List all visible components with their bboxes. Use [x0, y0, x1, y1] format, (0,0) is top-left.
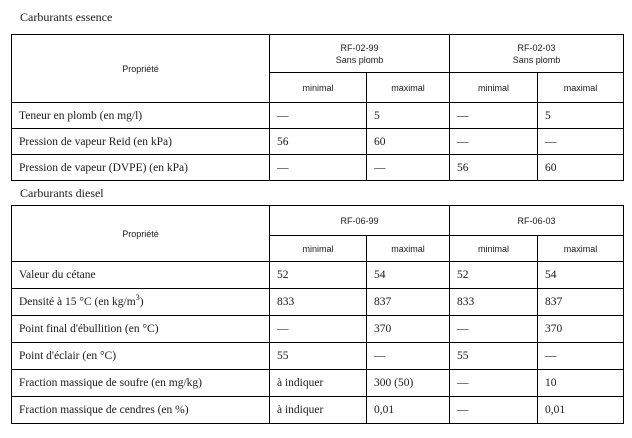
cell-value: 52: [450, 262, 538, 289]
diesel-table: [11, 205, 624, 424]
cell-value: 837: [367, 289, 450, 316]
row-label: Valeur du cétane: [12, 262, 270, 289]
cell-value: 56: [270, 129, 367, 155]
cell-value: —: [270, 103, 367, 129]
cell-value: 5: [538, 103, 624, 129]
diesel-max-header-1: maximal: [367, 236, 450, 262]
diesel-section-title: Carburants diesel: [20, 186, 104, 200]
cell-value: 370: [367, 316, 450, 343]
cell-value: 10: [538, 370, 624, 397]
cell-value: —: [538, 343, 624, 370]
cell-value: 833: [450, 289, 538, 316]
cell-value: 837: [538, 289, 624, 316]
cell-value: à indiquer: [270, 397, 367, 424]
row-label: Pression de vapeur (DVPE) (en kPa): [12, 155, 270, 181]
cell-value: 54: [538, 262, 624, 289]
cell-value: 0,01: [367, 397, 450, 424]
cell-value: —: [270, 155, 367, 181]
table-row: [12, 129, 624, 155]
cell-value: —: [450, 397, 538, 424]
petrol-section-title: Carburants essence: [20, 10, 113, 24]
cell-value: —: [367, 155, 450, 181]
cell-value: 60: [538, 155, 624, 181]
petrol-header-row: [12, 35, 624, 73]
table-row: [12, 316, 624, 343]
cell-value: 0,01: [538, 397, 624, 424]
cell-value: 833: [270, 289, 367, 316]
diesel-property-header: Propriété: [12, 206, 270, 262]
cell-value: à indiquer: [270, 370, 367, 397]
cell-value: 54: [367, 262, 450, 289]
petrol-max-header-2: maximal: [538, 73, 624, 103]
cell-value: —: [450, 129, 538, 155]
table-row: [12, 370, 624, 397]
petrol-table: [11, 34, 624, 181]
cell-value: —: [538, 129, 624, 155]
row-label: Point d'éclair (en °C): [12, 343, 270, 370]
row-label: Pression de vapeur Reid (en kPa): [12, 129, 270, 155]
diesel-group-header-2: RF-06-03: [450, 206, 624, 236]
row-label: Fraction massique de soufre (en mg/kg): [12, 370, 270, 397]
cell-value: —: [270, 316, 367, 343]
row-label-text: Densité à 15 °C (en kg/m: [19, 296, 136, 308]
table-row: [12, 289, 624, 316]
row-label: Teneur en plomb (en mg/l): [12, 103, 270, 129]
table-row: [12, 155, 624, 181]
petrol-group-code-2: RF-02-03: [517, 42, 556, 53]
cell-value: —: [450, 103, 538, 129]
diesel-min-header-2: minimal: [450, 236, 538, 262]
cell-value: 52: [270, 262, 367, 289]
cell-value: 60: [367, 129, 450, 155]
petrol-min-header-2: minimal: [450, 73, 538, 103]
table-row: [12, 103, 624, 129]
row-label: Point final d'ébullition (en °C): [12, 316, 270, 343]
cell-value: 370: [538, 316, 624, 343]
table-row: [12, 343, 624, 370]
petrol-group-header-1: [270, 35, 450, 73]
petrol-group-code-1: RF-02-99: [340, 42, 379, 53]
petrol-group-header-2: [450, 35, 624, 73]
cell-value: —: [450, 370, 538, 397]
cell-value: 56: [450, 155, 538, 181]
table-row: [12, 262, 624, 289]
petrol-group-note-2: Sans plomb: [512, 54, 561, 65]
table-row: [12, 397, 624, 424]
diesel-max-header-2: maximal: [538, 236, 624, 262]
cell-value: —: [367, 343, 450, 370]
diesel-header-row: [12, 206, 624, 236]
cell-value: 55: [450, 343, 538, 370]
petrol-group-note-1: Sans plomb: [335, 54, 384, 65]
row-label: Fraction massique de cendres (en %): [12, 397, 270, 424]
diesel-group-header-1: RF-06-99: [270, 206, 450, 236]
cell-value: —: [450, 316, 538, 343]
petrol-property-header: Propriété: [12, 35, 270, 103]
row-label-superscript: 3: [135, 293, 140, 303]
petrol-max-header-1: maximal: [367, 73, 450, 103]
cell-value: 5: [367, 103, 450, 129]
row-label-end: ): [139, 296, 144, 308]
cell-value: 55: [270, 343, 367, 370]
petrol-min-header-1: minimal: [270, 73, 367, 103]
row-label: [12, 289, 270, 316]
cell-value: 300 (50): [367, 370, 450, 397]
diesel-min-header-1: minimal: [270, 236, 367, 262]
